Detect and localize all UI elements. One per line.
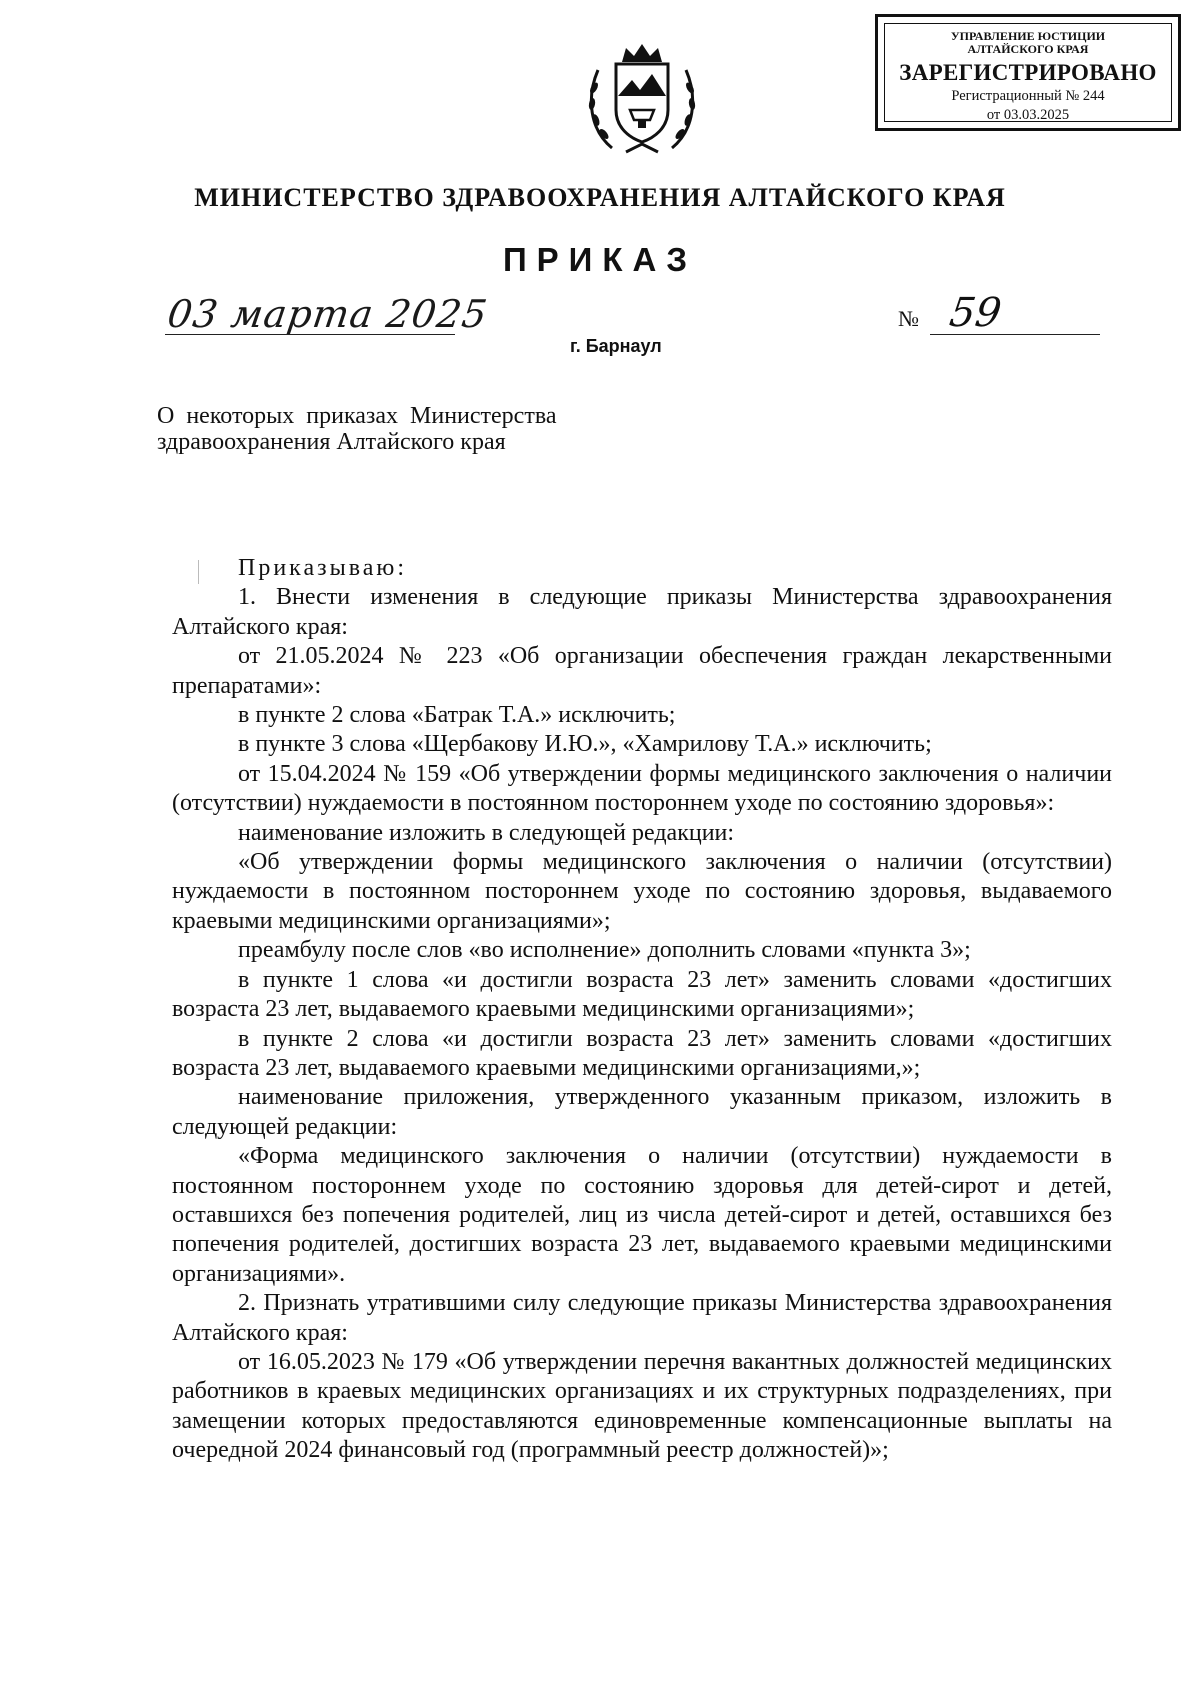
body-paragraph: в пункте 1 слова «и достигли возраста 23 лет» заменить словами «достигших возраста 23 лет, выдаваемого краевыми медицинскими организациями»; (172, 966, 1112, 1023)
body-paragraph: от 15.04.2024 № 159 «Об утверждении формы медицинского заключения о наличии (отсутствии) нуждаемости в постоянном постороннем уходе по состоянию здоровья»: (172, 760, 1112, 817)
body-paragraph: «Об утверждении формы медицинского заключения о наличии (отсутствии) нуждаемости в постоянном постороннем уходе по состоянию здоровья, выдаваемого краевыми медицинскими организациями»; (172, 849, 1112, 934)
body-paragraph: 1. Внести изменения в следующие приказы Министерства здравоохранения Алтайского края: (172, 584, 1112, 640)
city-label: г. Барнаул (570, 336, 662, 356)
order-subject (157, 403, 557, 455)
number-underline (930, 334, 1100, 335)
body-paragraph: от 16.05.2023 № 179 «Об утверждении перечня вакантных должностей медицинских работников в краевых медицинских организациях и их структурных подразделениях, при замещении которых предоставляются единовременные компенсационные выплаты на очередной 2024 финансовый год (программный реестр должностей)»; (172, 1348, 1112, 1464)
ministry-title: МИНИСТЕРСТВО ЗДРАВООХРАНЕНИЯ АЛТАЙСКОГО КРАЯ (194, 183, 1006, 212)
body-paragraph: в пункте 3 слова «Щербакову И.Ю.», «Хамрилову Т.А.» исключить; (238, 731, 932, 758)
body-paragraph: 2. Признать утратившими силу следующие приказы Министерства здравоохранения Алтайского края: (172, 1290, 1112, 1346)
stamp-org-line2: АЛТАЙСКОГО КРАЯ (967, 42, 1089, 56)
body-paragraph: «Форма медицинского заключения о наличии (отсутствии) нуждаемости в постоянном постороннем уходе по состоянию здоровья для детей-сирот и детей, оставшихся без попечения родителей, лиц из числа детей-сирот и детей, оставшихся без попечения родителей, достигших возраста 23 лет, выдаваемого краевыми медицинскими организациями». (172, 1143, 1112, 1287)
body-paragraph: в пункте 2 слова «и достигли возраста 23 лет» заменить словами «достигших возраста 23 лет, выдаваемого краевыми медицинскими организациями,»; (172, 1025, 1112, 1081)
date-underline (165, 334, 455, 335)
body-paragraph: наименование изложить в следующей редакции: (238, 819, 735, 846)
subject-line1: О некоторых приказах Министерства (157, 403, 557, 429)
stamp-org-line1: УПРАВЛЕНИЕ ЮСТИЦИИ (950, 29, 1106, 43)
order-body (172, 554, 1112, 1466)
stamp-reg-date: от 03.03.2025 (986, 107, 1070, 123)
body-paragraph: от 21.05.2024 № 223 «Об организации обеспечения граждан лекарственными препаратами»: (172, 643, 1112, 699)
number-label: № (898, 306, 919, 331)
registration-stamp (875, 14, 1181, 131)
document-type-title: ПРИКАЗ (502, 241, 698, 278)
stamp-inner-frame (884, 23, 1172, 122)
subject-line2: здравоохранения Алтайского края (157, 429, 506, 455)
stamp-status: ЗАРЕГИСТРИРОВАНО (899, 60, 1157, 85)
body-paragraph: Приказываю: (238, 555, 407, 581)
stamp-org (885, 30, 1171, 56)
body-paragraph: преамбулу после слов «во исполнение» дополнить словами «пункта 3»; (238, 937, 971, 964)
altai-coat-of-arms-icon (582, 40, 702, 158)
body-paragraph: наименование приложения, утвержденного указанным приказом, изложить в следующей редакции: (172, 1084, 1112, 1140)
handwritten-number: 59 (946, 290, 1005, 336)
stamp-reg-number: Регистрационный № 244 (951, 88, 1105, 104)
body-paragraph: в пункте 2 слова «Батрак Т.А.» исключить; (238, 702, 676, 729)
handwritten-date: 03 марта 2025 (164, 292, 491, 336)
